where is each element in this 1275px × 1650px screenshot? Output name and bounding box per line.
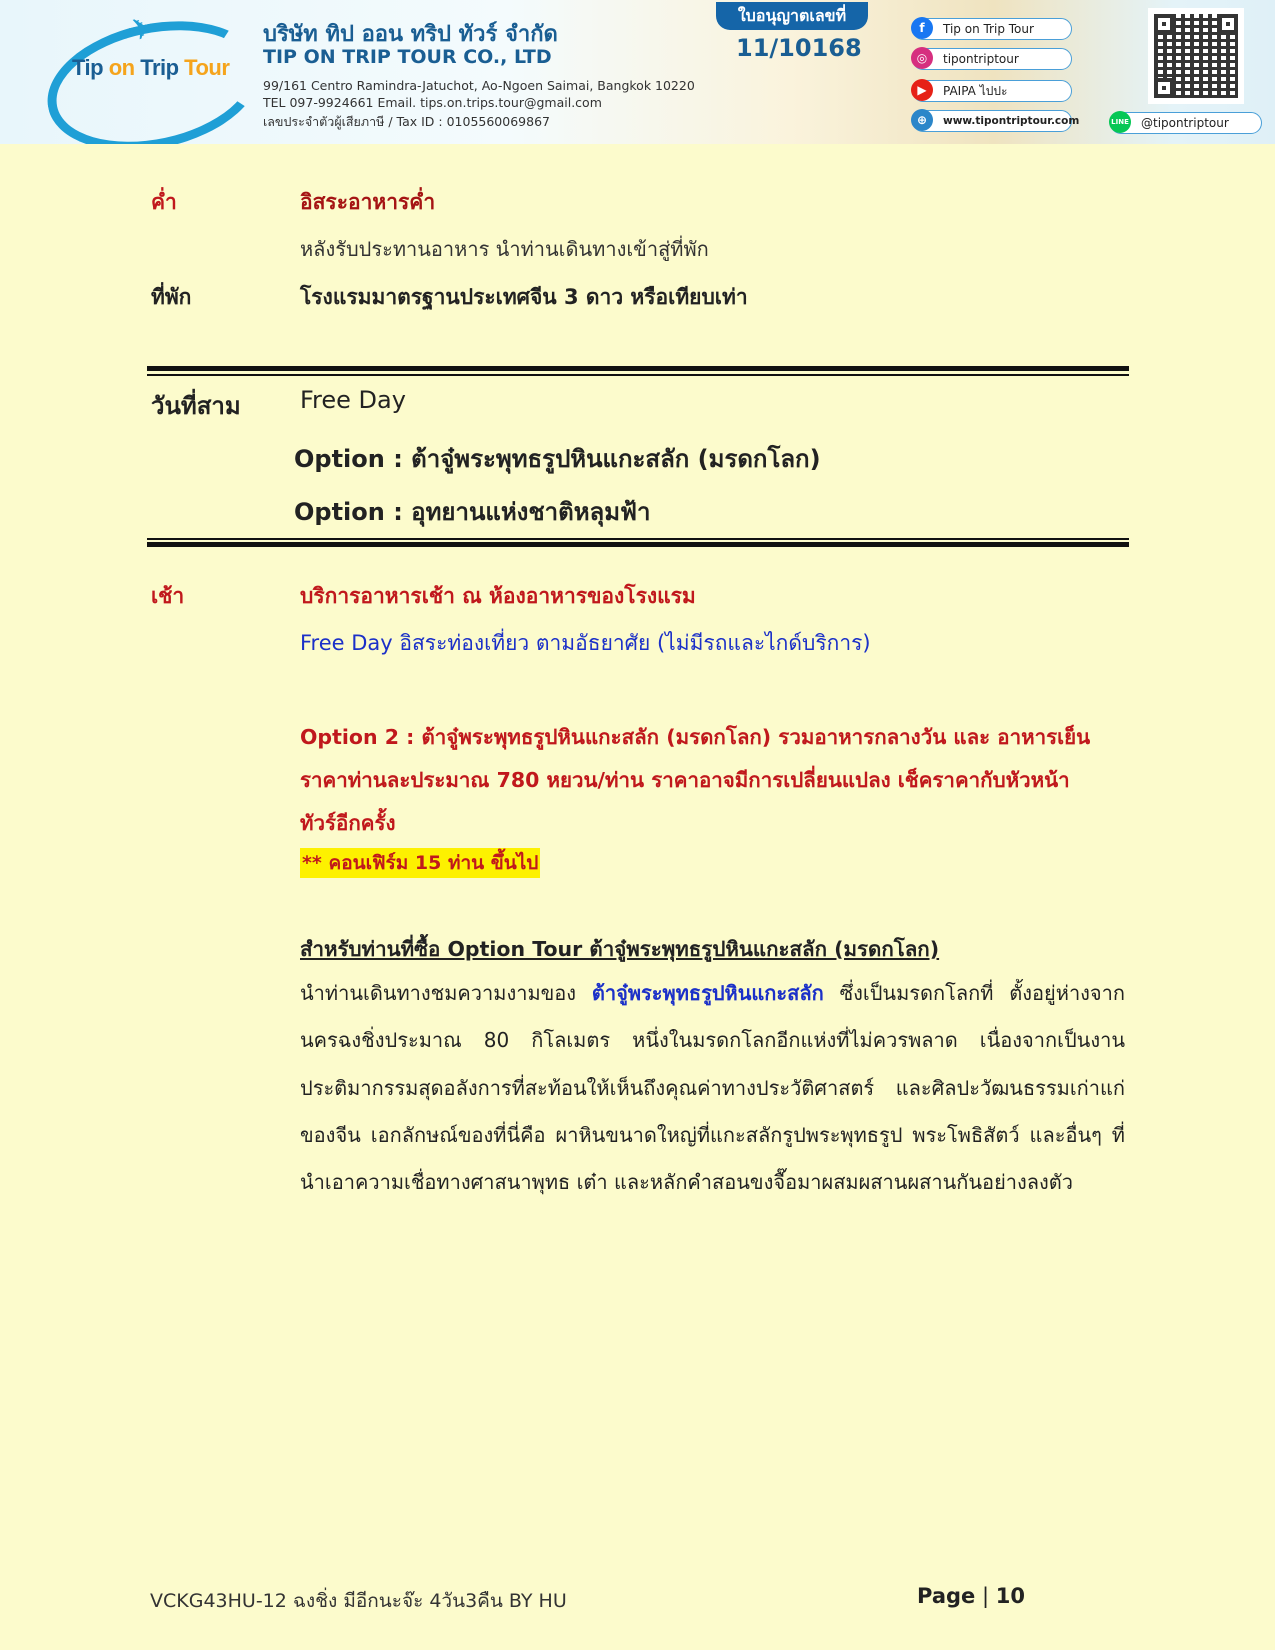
website-link[interactable]: ⊕ www.tipontriptour.com: [912, 110, 1072, 132]
logo-word-tour: Tour: [184, 55, 230, 80]
attraction-description: [300, 970, 1125, 1250]
page-number: [917, 1584, 1025, 1608]
day-label: วันที่สาม: [151, 392, 241, 420]
letterhead: [0, 0, 1275, 144]
license-label: ใบอนุญาตเลขที่: [716, 2, 868, 30]
day-option-1: Option : ต้าจู๋พระพุทธรูปหินแกะสลัก (มรดกโลก): [294, 445, 821, 473]
logo-word-trip: Trip: [134, 55, 185, 80]
youtube-icon: ▶: [911, 79, 933, 101]
option2-line-3: ทัวร์อีกครั้ง: [300, 811, 396, 835]
page-separator: |: [981, 1584, 990, 1608]
dinner-title: อิสระอาหารค่ำ: [300, 190, 436, 214]
company-address: 99/161 Centro Ramindra-Jatuchot, Ao-Ngoen Saimai, Bangkok 10220: [263, 78, 695, 93]
hotel-text: โรงแรมมาตรฐานประเทศจีน 3 ดาว หรือเทียบเท่า: [300, 285, 748, 309]
tour-code: VCKG43HU-12 ฉงชิ่ง มีอีกนะจ๊ะ 4วัน3คืน BY HU: [150, 1590, 567, 1612]
day-header-top-rule-thin: [147, 374, 1129, 376]
instagram-icon: ◎: [911, 47, 933, 69]
line-link[interactable]: LINE @tipontriptour: [1110, 112, 1262, 134]
qr-code-pattern: [1154, 14, 1238, 98]
page-number-value: 10: [995, 1584, 1025, 1608]
qr-code: [1148, 8, 1244, 104]
option-buyers-heading: สำหรับท่านที่ซื้อ Option Tour ต้าจู๋พระพุทธรูปหินแกะสลัก (มรดกโลก): [300, 937, 940, 961]
qr-corner: [1154, 78, 1174, 98]
company-logo: [72, 55, 229, 81]
dinner-label: ค่ำ: [151, 190, 177, 214]
hotel-label: ที่พัก: [151, 285, 192, 309]
logo-word-tip: Tip: [72, 55, 109, 80]
license-number: 11/10168: [736, 34, 862, 62]
facebook-link[interactable]: f Tip on Trip Tour: [912, 18, 1072, 40]
freeday-text: Free Day อิสระท่องเที่ยว ตามอัธยาศัย (ไม่มีรถและไกด์บริการ): [300, 631, 871, 655]
confirm-highlight: ** คอนเฟิร์ม 15 ท่าน ขึ้นไป: [300, 848, 540, 878]
globe-icon: ⊕: [911, 109, 933, 131]
logo-word-on: on: [108, 55, 135, 80]
description-body: ซึ่งเป็นมรดกโลกที่ ตั้งอยู่ห่างจากนครฉงชิ่งประมาณ 80 กิโลเมตร หนึ่งในมรดกโลกอีกแห่งที่ไม่ควรพลาด เนื่องจากเป็นงานประติมากรรมสุดอลังการที่สะท้อนให้เห็นถึงคุณค่าทางประวัติศาสตร์ และศิลปะวัฒนธรรมเก่าแก่ของจีน เอกลักษณ์ของที่นี่คือ ผาหินขนาดใหญ่ที่แกะสลักรูปพระพุทธรูป พระโพธิสัตว์ และอื่นๆ ที่นำเอาความเชื่อทางศาสนาพุทธ เต๋า และหลักคำสอนขงจื๊อมาผสมผสานผสานกันอย่างลงตัว: [300, 981, 1125, 1195]
company-name-english: TIP ON TRIP TOUR CO., LTD: [263, 46, 552, 68]
qr-corner: [1218, 14, 1238, 34]
dinner-note: หลังรับประทานอาหาร นำท่านเดินทางเข้าสู่ที่พัก: [300, 237, 709, 261]
page-label: Page: [917, 1584, 976, 1608]
day-header-top-rule: [147, 366, 1129, 371]
line-icon: LINE: [1109, 111, 1131, 133]
day-option-2: Option : อุทยานแห่งชาติหลุมฟ้า: [294, 498, 651, 526]
description-intro: นำท่านเดินทางชมความงามของ: [300, 981, 592, 1005]
company-contact: TEL 097-9924661 Email. tips.on.trips.tour@gmail.com: [263, 95, 602, 110]
airplane-icon: ✈: [122, 8, 159, 51]
company-name-thai: บริษัท ทิป ออน ทริป ทัวร์ จำกัด: [263, 22, 558, 47]
confirm-note: [300, 848, 540, 878]
youtube-link[interactable]: ▶ PAIPA ไปปะ: [912, 80, 1072, 102]
company-tax-id: เลขประจำตัวผู้เสียภาษี / Tax ID : 0105560069867: [263, 114, 550, 129]
facebook-icon: f: [911, 17, 933, 39]
qr-corner: [1154, 14, 1174, 34]
option2-line-2: ราคาท่านละประมาณ 780 หยวน/ท่าน ราคาอาจมีการเปลี่ยนแปลง เช็คราคากับหัวหน้า: [300, 768, 1070, 792]
breakfast-text: บริการอาหารเช้า ณ ห้องอาหารของโรงแรม: [300, 584, 696, 608]
breakfast-label: เช้า: [151, 584, 185, 608]
day-title: Free Day: [300, 386, 406, 414]
option2-line-1: Option 2 : ต้าจู๋พระพุทธรูปหินแกะสลัก (มรดกโลก) รวมอาหารกลางวัน และ อาหารเย็น: [300, 725, 1091, 749]
day-header-bottom-rule-thin: [147, 538, 1129, 540]
day-header-bottom-rule: [147, 542, 1129, 547]
description-place-name: ต้าจู๋พระพุทธรูปหินแกะสลัก: [591, 981, 824, 1005]
instagram-link[interactable]: ◎ tipontriptour: [912, 48, 1072, 70]
